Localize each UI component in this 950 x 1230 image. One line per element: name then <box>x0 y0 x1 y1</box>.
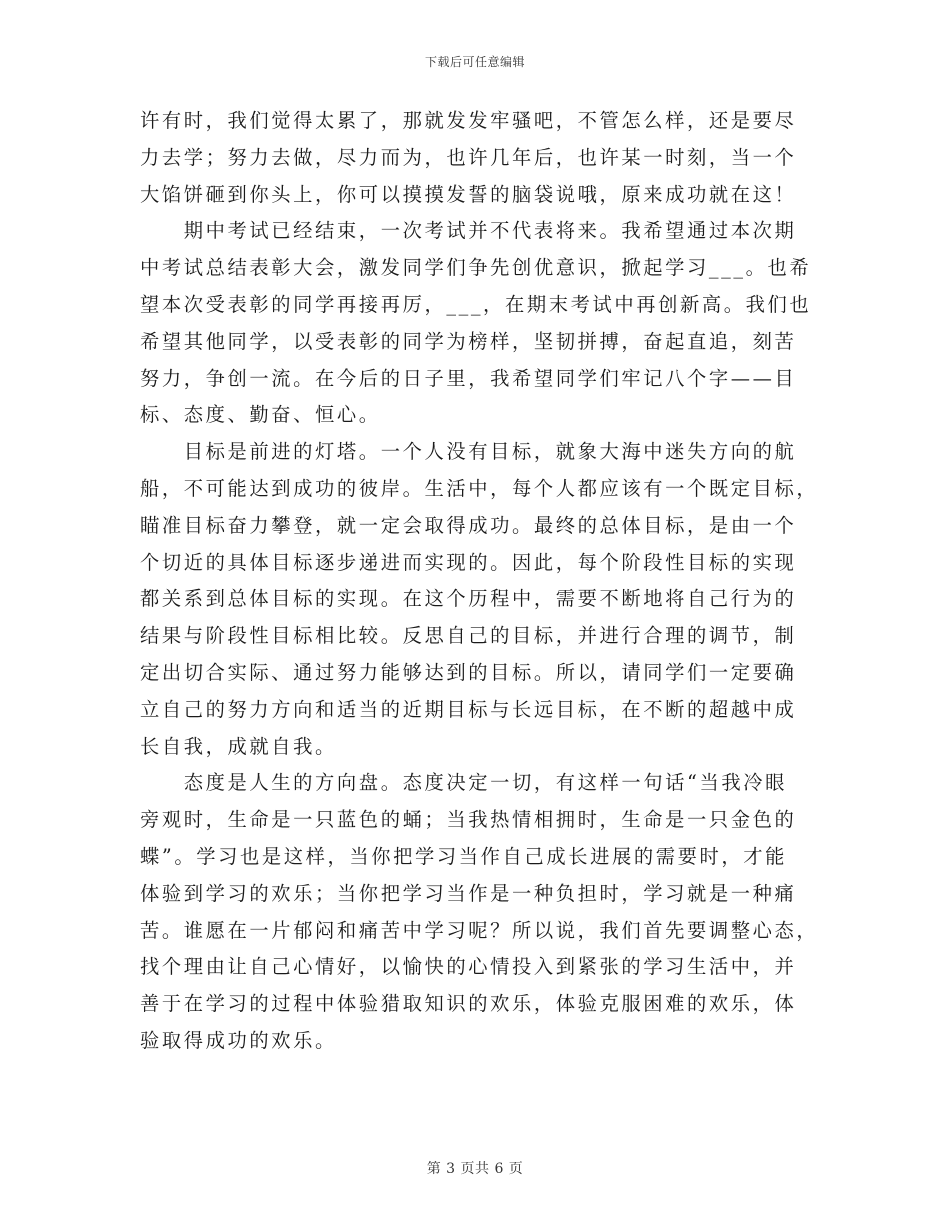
text-line: 瞄准目标奋力攀登，就一定会取得成功。最终的总体目标，是由一个 <box>140 513 797 537</box>
text-line: 善于在学习的过程中体验猎取知识的欢乐，体验克服困难的欢乐，体 <box>140 992 797 1016</box>
text-line: 定出切合实际、通过努力能够达到的目标。所以，请同学们一定要确 <box>140 660 797 684</box>
text-line: 旁观时，生命是一只蓝色的蛹；当我热情相拥时，生命是一只金色的 <box>140 808 797 832</box>
text-line: 希望其他同学，以受表彰的同学为榜样，坚韧拼搏，奋起直追，刻苦 <box>140 329 797 353</box>
text-line: 体验到学习的欢乐；当你把学习当作是一种负担时，学习就是一种痛 <box>140 881 797 905</box>
text-line: 望本次受表彰的同学再接再厉，___，在期末考试中再创新高。我们也 <box>140 292 812 316</box>
text-line: 大馅饼砸到你头上，你可以摸摸发誓的脑袋说哦，原来成功就在这！ <box>140 182 797 206</box>
text-line: 标、态度、勤奋、恒心。 <box>140 403 381 427</box>
text-line: 结果与阶段性目标相比较。反思自己的目标，并进行合理的调节，制 <box>140 624 797 648</box>
text-line: 力去学；努力去做，尽力而为，也许几年后，也许某一时刻，当一个 <box>140 145 797 169</box>
text-line: 中考试总结表彰大会，激发同学们争先创优意识，掀起学习___。也希 <box>140 256 812 280</box>
text-line: 目标是前进的灯塔。一个人没有目标，就象大海中迷失方向的航 <box>140 440 797 464</box>
text-line: 努力，争创一流。在今后的日子里，我希望同学们牢记八个字——目 <box>140 366 797 390</box>
text-line: 立自己的努力方向和适当的近期目标与长远目标，在不断的超越中成 <box>140 697 797 721</box>
text-line: 找个理由让自己心情好，以愉快的心情投入到紧张的学习生活中，并 <box>140 955 797 979</box>
page-header: 下载后可任意编辑 <box>424 55 525 69</box>
text-line: 个切近的具体目标逐步递进而实现的。因此，每个阶段性目标的实现 <box>140 550 797 574</box>
page-footer: 第 3 页共 6 页 <box>426 1161 524 1177</box>
text-line: 长自我，成就自我。 <box>140 734 337 758</box>
text-line: 态度是人生的方向盘。态度决定一切，有这样一句话“当我冷眼 <box>140 771 788 795</box>
text-line: 苦。谁愿在一片郁闷和痛苦中学习呢？所以说，我们首先要调整心态， <box>140 918 819 942</box>
body-text <box>140 103 819 1060</box>
text-line: 期中考试已经结束，一次考试并不代表将来。我希望通过本次期 <box>140 219 797 243</box>
text-line: 验取得成功的欢乐。 <box>140 1028 337 1052</box>
text-line: 船，不可能达到成功的彼岸。生活中，每个人都应该有一个既定目标， <box>140 476 819 500</box>
text-line: 都关系到总体目标的实现。在这个历程中，需要不断地将自己行为的 <box>140 587 797 611</box>
text-line: 蝶”。学习也是这样，当你把学习当作自己成长进展的需要时，才能 <box>140 844 788 868</box>
text-line: 许有时，我们觉得太累了，那就发发牢骚吧，不管怎么样，还是要尽 <box>140 109 797 132</box>
